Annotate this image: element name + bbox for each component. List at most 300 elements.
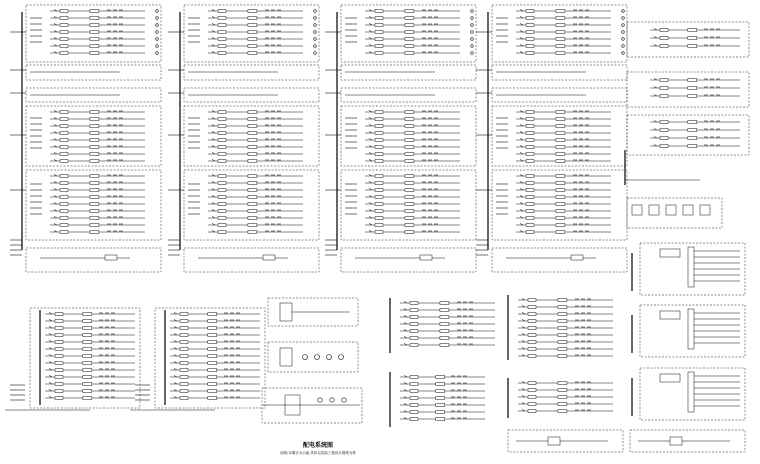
meter-box [248, 139, 257, 142]
incoming-box [492, 248, 627, 272]
breaker-box [55, 327, 63, 330]
breaker-box [60, 118, 68, 121]
section-box-2 [184, 65, 319, 80]
legend-symbol [666, 205, 676, 215]
breaker-box [410, 376, 418, 379]
meter-box [248, 210, 257, 213]
meter-box [558, 410, 567, 413]
breaker-box [660, 137, 668, 140]
breaker-box [660, 95, 668, 98]
breaker-box [375, 31, 383, 34]
breaker-box [180, 334, 188, 337]
breaker-box [60, 153, 68, 156]
breaker-box [375, 146, 383, 149]
meter-box [83, 397, 92, 400]
breaker-box [55, 383, 63, 386]
meter-box [558, 306, 567, 309]
terminal-dot [471, 45, 474, 48]
breaker-box [410, 397, 418, 400]
meter-box [440, 330, 449, 333]
breaker-box [526, 17, 534, 20]
breaker-box [218, 182, 226, 185]
meter-box [248, 125, 257, 128]
meter-box [248, 17, 257, 20]
terminal-dot [471, 10, 474, 13]
breaker-box [218, 45, 226, 48]
breaker-box [180, 341, 188, 344]
terminal-dot [471, 24, 474, 27]
meter-box [208, 376, 217, 379]
meter-box [90, 118, 99, 121]
breaker-box [526, 182, 534, 185]
breaker-box [180, 355, 188, 358]
meter-box [558, 334, 567, 337]
breaker-box [375, 38, 383, 41]
breaker-box [375, 231, 383, 234]
meter-box [440, 337, 449, 340]
meter-box [90, 52, 99, 55]
breaker-box [218, 52, 226, 55]
meter-box [436, 418, 445, 421]
breaker-box [528, 348, 536, 351]
breaker-box [60, 132, 68, 135]
meter-box [248, 45, 257, 48]
meter-box [405, 203, 414, 206]
meter-box [405, 210, 414, 213]
meter-box [90, 210, 99, 213]
meter-box [248, 175, 257, 178]
meter-box [90, 224, 99, 227]
meter-box [556, 10, 565, 13]
breaker-box [60, 38, 68, 41]
breaker-box [55, 348, 63, 351]
distribution-table-3 [508, 295, 613, 360]
breaker-box [660, 129, 668, 132]
breaker-box [660, 29, 668, 32]
breaker-box [526, 10, 534, 13]
breaker-box [526, 31, 534, 34]
meter-box [688, 145, 697, 148]
incoming-breaker [571, 255, 583, 260]
breaker-box [55, 341, 63, 344]
breaker-box [180, 320, 188, 323]
meter-box [440, 302, 449, 305]
breaker-box [526, 203, 534, 206]
breaker-box [375, 196, 383, 199]
meter-box [558, 403, 567, 406]
breaker-box [375, 139, 383, 142]
breaker-box [218, 118, 226, 121]
breaker-box [528, 396, 536, 399]
breaker-box [180, 376, 188, 379]
meter-box [208, 327, 217, 330]
section-box-4 [26, 106, 161, 166]
meter-box [208, 334, 217, 337]
terminal-dot [156, 31, 159, 34]
breaker-box [526, 217, 534, 220]
meter-box [405, 160, 414, 163]
breaker-box [375, 118, 383, 121]
breaker-box [528, 334, 536, 337]
breaker-box [375, 10, 383, 13]
meter-box [440, 323, 449, 326]
breaker-box [218, 139, 226, 142]
breaker-box [528, 382, 536, 385]
meter-box [556, 31, 565, 34]
meter-box [83, 334, 92, 337]
meter-box [405, 139, 414, 142]
panel-4 [476, 5, 627, 272]
meter-box [248, 160, 257, 163]
panel-2 [168, 5, 319, 272]
breaker-box [60, 189, 68, 192]
motor-control-3 [632, 368, 745, 420]
breaker-box [410, 344, 418, 347]
motor-symbol [327, 355, 332, 360]
meter-box [405, 231, 414, 234]
meter-box [440, 344, 449, 347]
breaker-box [526, 153, 534, 156]
breaker-box [218, 38, 226, 41]
distribution-table-4 [508, 378, 613, 418]
drawing-subtitle: 说明:本图仅为示意,具体以实际工程设计图纸为准 [280, 451, 356, 455]
terminal-dot [156, 24, 159, 27]
breaker-box [526, 231, 534, 234]
meter-box [556, 139, 565, 142]
breaker-box [180, 313, 188, 316]
meter-box [248, 231, 257, 234]
meter-box [556, 17, 565, 20]
breaker-box [180, 369, 188, 372]
meter-box [90, 160, 99, 163]
meter-box [208, 383, 217, 386]
breaker-box [528, 355, 536, 358]
breaker-box [375, 52, 383, 55]
breaker-box [60, 217, 68, 220]
terminal-dot [471, 52, 474, 55]
terminal-dot [314, 38, 317, 41]
meter-box [83, 376, 92, 379]
meter-box [90, 132, 99, 135]
bottom-panel-2 [130, 308, 265, 410]
meter-box [688, 37, 697, 40]
breaker-box [218, 146, 226, 149]
terminal-dot [314, 10, 317, 13]
motor-control-1 [632, 243, 745, 295]
meter-box [248, 203, 257, 206]
distribution-table-1 [390, 298, 495, 353]
legend-symbol [683, 205, 693, 215]
breaker-box [60, 24, 68, 27]
terminal-strip [688, 372, 694, 412]
breaker-box [375, 153, 383, 156]
meter-box [208, 362, 217, 365]
breaker-box [60, 125, 68, 128]
meter-box [556, 146, 565, 149]
breaker-box [60, 31, 68, 34]
motor-symbol [330, 398, 334, 402]
breaker-box [218, 111, 226, 114]
lower-device [548, 437, 560, 445]
terminal-dot [156, 17, 159, 20]
breaker-box [180, 327, 188, 330]
breaker-box [218, 203, 226, 206]
breaker-box [55, 397, 63, 400]
meter-box [83, 348, 92, 351]
drawing-title: 配电系统图 [302, 442, 333, 449]
meter-box [556, 118, 565, 121]
meter-box [90, 175, 99, 178]
contactor [660, 249, 680, 257]
terminal-dot [622, 31, 625, 34]
meter-box [556, 224, 565, 227]
meter-box [558, 389, 567, 392]
contactor [660, 311, 680, 319]
breaker-box [55, 369, 63, 372]
bottom-right-box-1 [508, 430, 623, 452]
terminal-dot [622, 17, 625, 20]
meter-box [405, 175, 414, 178]
meter-box [405, 132, 414, 135]
breaker-box [60, 17, 68, 20]
breaker-box [526, 175, 534, 178]
terminal-dot [622, 45, 625, 48]
transformer [280, 303, 292, 321]
incoming-breaker [105, 255, 117, 260]
breaker-box [60, 10, 68, 13]
meter-box [405, 182, 414, 185]
meter-box [688, 137, 697, 140]
breaker-box [528, 410, 536, 413]
section-box-2 [492, 65, 627, 80]
meter-box [688, 121, 697, 124]
section-box-4 [184, 106, 319, 166]
breaker-box [528, 320, 536, 323]
meter-box [556, 38, 565, 41]
incoming-box [184, 248, 319, 272]
meter-box [405, 224, 414, 227]
meter-box [83, 327, 92, 330]
breaker-box [410, 309, 418, 312]
breaker-box [218, 24, 226, 27]
breaker-box [528, 341, 536, 344]
breaker-box [528, 327, 536, 330]
mid-box-3 [262, 388, 362, 423]
meter-box [208, 355, 217, 358]
terminal-dot [314, 31, 317, 34]
meter-box [556, 45, 565, 48]
terminal-dot [314, 52, 317, 55]
breaker-box [55, 320, 63, 323]
incoming-box [341, 248, 476, 272]
terminal-dot [156, 38, 159, 41]
motor-symbol [318, 398, 322, 402]
incoming-breaker [420, 255, 432, 260]
breaker-box [526, 52, 534, 55]
breaker-box [528, 306, 536, 309]
terminal-dot [314, 45, 317, 48]
breaker-box [218, 132, 226, 135]
motor-symbol [315, 355, 320, 360]
breaker-box [218, 217, 226, 220]
meter-box [248, 52, 257, 55]
meter-box [558, 313, 567, 316]
breaker-box [526, 118, 534, 121]
meter-box [688, 129, 697, 132]
section-box-4 [492, 106, 627, 166]
meter-box [556, 132, 565, 135]
breaker-box [375, 210, 383, 213]
breaker-box [218, 160, 226, 163]
meter-box [436, 376, 445, 379]
panel-1 [10, 5, 161, 272]
breaker-box [375, 189, 383, 192]
breaker-box [528, 299, 536, 302]
meter-box [556, 153, 565, 156]
meter-box [208, 369, 217, 372]
breaker-box [60, 111, 68, 114]
meter-box [405, 118, 414, 121]
terminal-dot [156, 52, 159, 55]
meter-box [248, 24, 257, 27]
section-box-4 [341, 106, 476, 166]
meter-box [556, 203, 565, 206]
breaker-box [180, 348, 188, 351]
meter-box [248, 217, 257, 220]
breaker-box [60, 139, 68, 142]
bottom-section-box [155, 308, 265, 408]
breaker-box [60, 52, 68, 55]
breaker-box [526, 24, 534, 27]
meter-box [556, 52, 565, 55]
motor-control-2 [632, 305, 745, 357]
breaker-box [410, 383, 418, 386]
breaker-box [410, 404, 418, 407]
meter-box [440, 309, 449, 312]
breaker-box [526, 139, 534, 142]
meter-box [90, 38, 99, 41]
breaker-box [60, 146, 68, 149]
breaker-box [180, 383, 188, 386]
breaker-box [375, 24, 383, 27]
breaker-box [218, 17, 226, 20]
meter-box [405, 217, 414, 220]
breaker-box [60, 210, 68, 213]
meter-box [405, 45, 414, 48]
meter-box [558, 396, 567, 399]
distribution-table-2 [390, 372, 485, 427]
breaker-box [526, 45, 534, 48]
breaker-box [526, 146, 534, 149]
breaker-box [55, 390, 63, 393]
meter-box [688, 79, 697, 82]
breaker-box [410, 330, 418, 333]
meter-box [83, 390, 92, 393]
meter-box [83, 369, 92, 372]
breaker-box [660, 37, 668, 40]
breaker-box [60, 182, 68, 185]
meter-box [83, 355, 92, 358]
legend-symbol [649, 205, 659, 215]
meter-box [248, 182, 257, 185]
terminal-dot [314, 24, 317, 27]
breaker-box [180, 390, 188, 393]
meter-box [405, 52, 414, 55]
breaker-box [60, 175, 68, 178]
breaker-box [375, 175, 383, 178]
panel-3 [325, 5, 476, 272]
breaker-box [526, 125, 534, 128]
meter-box [90, 24, 99, 27]
breaker-box [218, 224, 226, 227]
terminal-strip [688, 247, 694, 287]
meter-box [248, 10, 257, 13]
meter-box [248, 146, 257, 149]
breaker-box [218, 210, 226, 213]
breaker-box [55, 313, 63, 316]
meter-box [208, 313, 217, 316]
breaker-box [375, 17, 383, 20]
meter-box [688, 29, 697, 32]
meter-box [558, 341, 567, 344]
meter-box [558, 299, 567, 302]
meter-box [405, 24, 414, 27]
breaker-box [60, 224, 68, 227]
breaker-box [660, 79, 668, 82]
meter-box [248, 153, 257, 156]
terminal-dot [622, 52, 625, 55]
breaker-box [218, 231, 226, 234]
meter-box [556, 24, 565, 27]
meter-box [405, 111, 414, 114]
breaker-box [375, 45, 383, 48]
breaker-box [528, 403, 536, 406]
meter-box [558, 382, 567, 385]
transformer [280, 348, 292, 366]
breaker-box [218, 125, 226, 128]
meter-box [208, 348, 217, 351]
terminal-dot [622, 10, 625, 13]
breaker-box [55, 376, 63, 379]
breaker-box [375, 160, 383, 163]
meter-box [83, 313, 92, 316]
legend-symbol [700, 205, 710, 215]
breaker-box [218, 31, 226, 34]
breaker-box [375, 182, 383, 185]
meter-box [436, 397, 445, 400]
breaker-box [218, 189, 226, 192]
meter-box [556, 217, 565, 220]
motor-symbol [303, 355, 308, 360]
meter-box [83, 383, 92, 386]
breaker-box [218, 175, 226, 178]
meter-box [558, 327, 567, 330]
breaker-box [180, 362, 188, 365]
meter-box [436, 411, 445, 414]
breaker-box [60, 45, 68, 48]
meter-box [440, 316, 449, 319]
breaker-box [660, 45, 668, 48]
terminal-dot [156, 10, 159, 13]
meter-box [688, 45, 697, 48]
meter-box [556, 160, 565, 163]
breaker-box [528, 389, 536, 392]
meter-box [90, 125, 99, 128]
motor-symbol [339, 355, 344, 360]
breaker-box [55, 355, 63, 358]
meter-box [556, 175, 565, 178]
breaker-box [375, 132, 383, 135]
